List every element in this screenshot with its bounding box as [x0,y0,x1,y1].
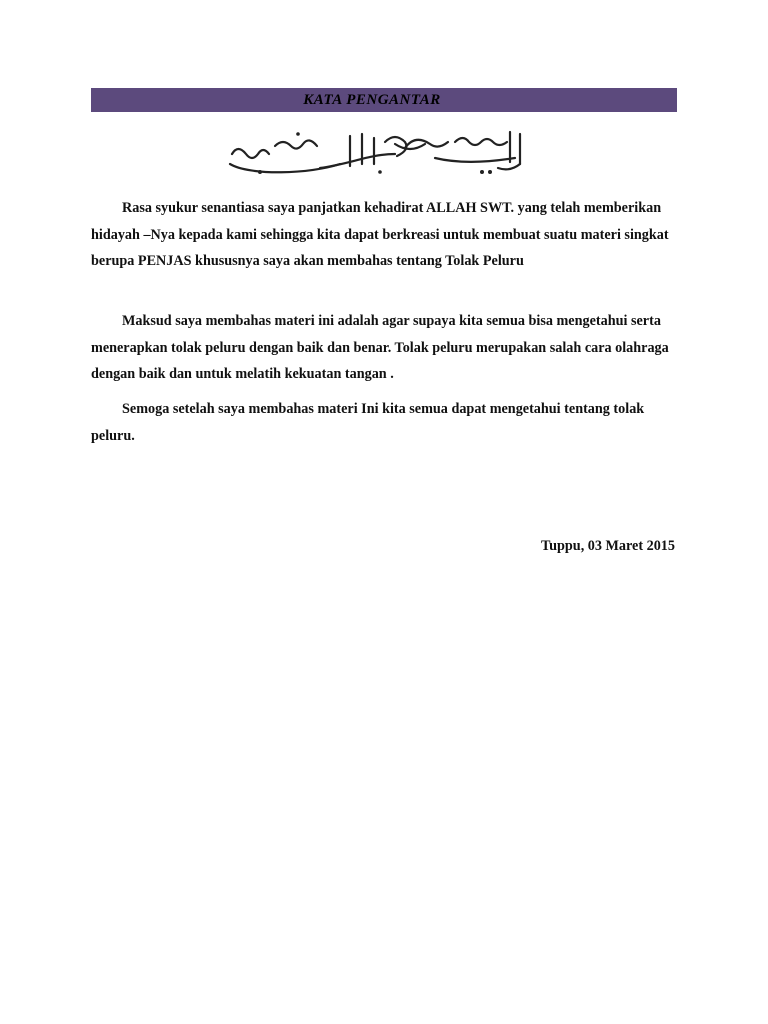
paragraph-1 [91,195,679,275]
paragraph-2-text: Maksud saya membahas materi ini adalah agar supaya kita semua bisa mengetahui serta menerapkan tolak peluru dengan baik dan benar. Tolak peluru merupakan salah cara olahraga dengan baik dan untuk melatih kekuatan tangan . [91,313,669,382]
title-banner [91,88,677,112]
bismillah-calligraphy-image [220,124,538,182]
paragraph-2 [91,308,679,388]
page-title: KATA PENGANTAR [303,91,441,108]
place-date: Tuppu, 03 Maret 2015 [540,538,675,554]
paragraph-3-text: Semoga setelah saya membahas materi Ini kita semua dapat mengetahui tentang tolak peluru. [91,401,645,444]
paragraph-3 [91,396,679,449]
paragraph-1-text: Rasa syukur senantiasa saya panjatkan kehadirat ALLAH SWT. yang telah memberikan hidayah –Nya kepada kami sehingga kita dapat berkreasi untuk membuat suatu materi singkat berupa PENJAS khususnya saya akan membahas tentang Tolak Peluru [91,200,669,269]
